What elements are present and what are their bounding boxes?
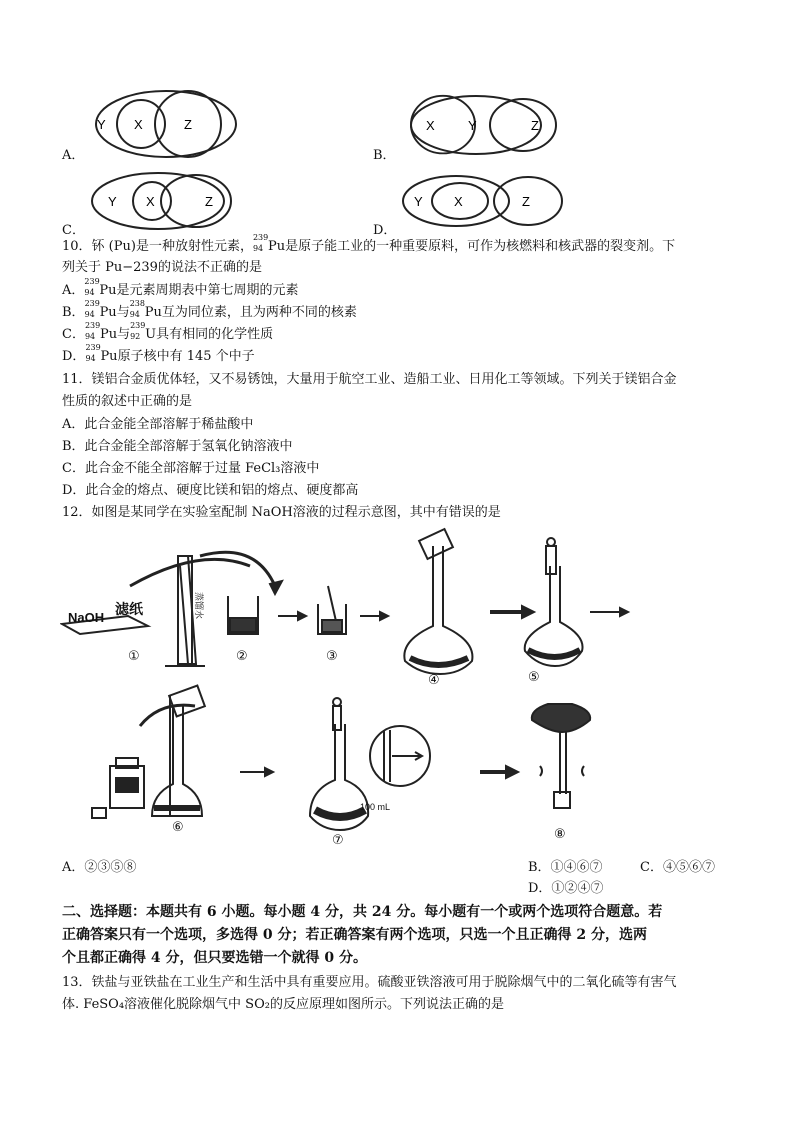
q11-stem-line-1: 11．镁铝合金质优体轻，又不易锈蚀，大量用于航空工业、造船工业、日用化工等领域。下列关于镁铝合金 <box>62 372 677 387</box>
q12-option-c[interactable]: C．④⑤⑥⑦ <box>640 860 715 875</box>
volumetric-flask-step4 <box>404 546 472 674</box>
q11-option-a[interactable]: A．此合金能全部溶解于稀盐酸中 <box>62 417 254 432</box>
svg-text:Y: Y <box>97 117 106 132</box>
svg-text:Y: Y <box>108 194 117 209</box>
venn-diagram-b <box>398 94 568 164</box>
venn-diagram-c <box>88 170 248 232</box>
graduated-cylinder <box>180 556 196 664</box>
svg-text:X: X <box>426 118 435 133</box>
svg-text:Y: Y <box>414 194 423 209</box>
volumetric-flask-step6 <box>152 706 202 816</box>
step-3-label: ③ <box>326 648 338 663</box>
step-6-label: ⑥ <box>172 819 184 834</box>
section-2-line-1: 二、选择题：本题共有 6 小题。每小题 4 分，共 24 分。每小题有一个或两个选项符合题意。若 <box>62 904 663 920</box>
q12-stem: 12．如图是某同学在实验室配制 NaOH溶液的过程示意图，其中有错误的是 <box>62 505 501 520</box>
isotope-pu239: 239 94 <box>252 233 269 253</box>
label-naoh: NaOH <box>68 610 105 625</box>
step-7-label: ⑦ <box>332 832 344 847</box>
venn-diagram-a <box>84 84 254 164</box>
q13-line-2: 体. FeSO₄溶液催化脱除烟气中 SO₂的反应原理如图所示。下列说法正确的是 <box>62 997 504 1012</box>
inverted-flask-step8 <box>532 704 590 732</box>
q11-option-c[interactable]: C．此合金不能全部溶解于过量 FeCl₃溶液中 <box>62 461 320 476</box>
q10-option-c[interactable]: C． 239 94 Pu与 239 92 U具有相同的化学性质 <box>62 321 274 342</box>
q10-option-d[interactable]: D． 239 94 Pu原子核中有 145 个中子 <box>62 343 255 364</box>
label-distilled-water: 蒸馏水 <box>194 592 204 620</box>
q12-option-b[interactable]: B．①④⑥⑦ <box>528 860 603 875</box>
label-filter-paper: 滤纸 <box>115 601 143 617</box>
step-5-label: ⑤ <box>528 669 540 684</box>
q11-option-b[interactable]: B．此合金能全部溶解于氢氧化钠溶液中 <box>62 439 293 454</box>
q10-option-a[interactable]: A． 239 94 Pu是元素周期表中第七周期的元素 <box>62 277 299 298</box>
section-2-line-3: 个且都正确得 4 分，但只要选错一个就得 0 分。 <box>62 950 367 966</box>
svg-text:X: X <box>146 194 155 209</box>
step-4-label: ④ <box>428 672 440 687</box>
step-8-label: ⑧ <box>554 826 566 841</box>
svg-text:X: X <box>454 194 463 209</box>
svg-text:Z: Z <box>205 194 213 209</box>
step-2-label: ② <box>236 648 248 663</box>
svg-text:X: X <box>134 117 143 132</box>
q12-option-d[interactable]: D．①②④⑦ <box>528 881 604 896</box>
q9-option-c[interactable]: C． <box>62 223 85 238</box>
label-100ml: 100 mL <box>360 802 391 812</box>
q10-stem-line-2: 列关于 Pu−239的说法不正确的是 <box>62 260 262 275</box>
svg-text:Z: Z <box>522 194 530 209</box>
q11-stem-line-2: 性质的叙述中正确的是 <box>62 394 193 409</box>
q13-line-1: 13．铁盐与亚铁盐在工业生产和生活中具有重要应用。硫酸亚铁溶液可用于脱除烟气中的二氧化硫等有害气 <box>62 975 677 990</box>
section-2-line-2: 正确答案只有一个选项，多选得 0 分；若正确答案有两个选项，只选一个且正确得 2 分，选两 <box>62 927 647 943</box>
solution-prep-figure <box>60 526 740 856</box>
q10-stem-line-1: 10．钚 (Pu)是一种放射性元素， 239 94 Pu是原子能工业的一种重要原料，可作为核燃料和核武器的裂变剂。下 <box>62 233 676 254</box>
q9-option-b[interactable]: B． <box>373 148 396 163</box>
step-1-label: ① <box>128 648 140 663</box>
svg-text:Z: Z <box>184 117 192 132</box>
q10-option-b[interactable]: B． 239 94 Pu与 238 94 Pu互为同位素，且为两种不同的核素 <box>62 299 357 320</box>
svg-text:Z: Z <box>531 118 539 133</box>
svg-text:Y: Y <box>468 118 477 133</box>
q9-option-d[interactable]: D． <box>373 223 397 238</box>
venn-diagram-d <box>398 172 568 232</box>
q9-option-a[interactable]: A． <box>62 148 85 163</box>
q12-option-a[interactable]: A．②③⑤⑧ <box>62 860 137 875</box>
q11-option-d[interactable]: D．此合金的熔点、硬度比镁和铝的熔点、硬度都高 <box>62 483 359 498</box>
